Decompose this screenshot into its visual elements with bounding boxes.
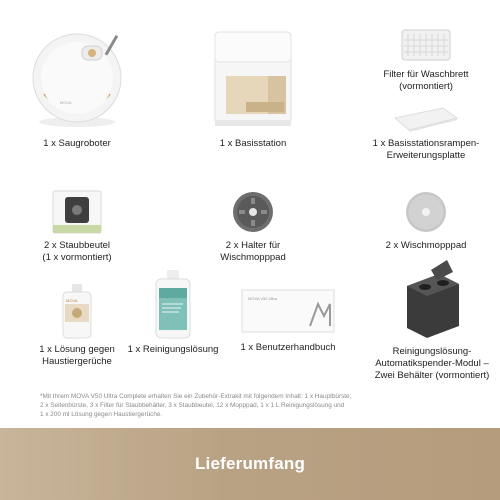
item-pet-odor-solution [22,282,132,368]
banner-title: Lieferumfang [194,454,306,473]
ramp-plate-image [391,104,461,132]
item-auto-dispenser-module [370,256,494,382]
caption-base-station: 1 x Basisstation [219,138,287,149]
caption-ramp-plate: 1 x Basisstationsrampen- Erweiterungsplatte [372,138,480,161]
mop-holder-image [228,190,278,234]
footnote-line: *Mit Ihrem MOVA V50 Ultra Complete erhalten Sie ein Zubehör-Extrakit mit folgendem Inhalt: 1 x Hauptbürste, [40,393,352,400]
caption-dust-bag: 2 x Staubbeutel (1 x vormontiert) [42,240,112,263]
caption-robot-vacuum: 1 x Saugroboter [43,138,111,149]
cleaning-solution-bottle-image [151,268,195,340]
caption-user-manual: 1 x Benutzerhandbuch [240,342,336,353]
item-user-manual [226,286,350,354]
caption-mop-pad: 2 x Wischmopppad [385,240,467,251]
base-station-image [198,28,308,130]
caption-mop-holder: 2 x Halter für Wischmopppad [220,240,286,263]
footnote [40,392,470,420]
item-mop-pad [372,190,480,252]
dust-bag-image [47,189,107,235]
user-manual-image [238,286,338,336]
pet-odor-bottle-image [57,282,97,340]
caption-cleaning-solution: 1 x Reinigungslösung [127,344,219,355]
item-washboard-filter [372,26,480,93]
footnote-line: 2 x Seitenbürste, 3 x Filter für Staubbehälter, 3 x Staubbeutel, 12 x Mopppad, 1 x 1 L Reinigungslösung und [40,402,345,410]
pet-bottle-logo: MOVA [66,298,78,303]
item-dust-bag [22,189,132,264]
mop-pad-image [401,190,451,234]
robot-vacuum-image [22,26,132,130]
manual-title: MOVA V50 Ultra [248,296,278,301]
footnote-line: 1 x 200 ml Lösung gegen Haustiergerüche. [40,411,163,419]
dispenser-module-image [399,256,465,342]
caption-pet-odor-solution: 1 x Lösung gegen Haustiergerüche [39,344,115,367]
item-ramp-plate [362,104,490,162]
item-robot-vacuum [22,26,132,150]
item-cleaning-solution [118,268,228,356]
caption-auto-dispenser-module: Reinigungslösung- Automatikspender-Modul – Zwei Behälter (vormontiert) [374,346,490,381]
robot-logo: MOVA [60,100,72,105]
item-base-station [198,28,308,150]
bottom-banner [0,428,500,500]
washboard-filter-image [396,26,456,66]
item-mop-holder [198,190,308,264]
caption-washboard-filter: Filter für Waschbrett (vormontiert) [383,69,469,92]
